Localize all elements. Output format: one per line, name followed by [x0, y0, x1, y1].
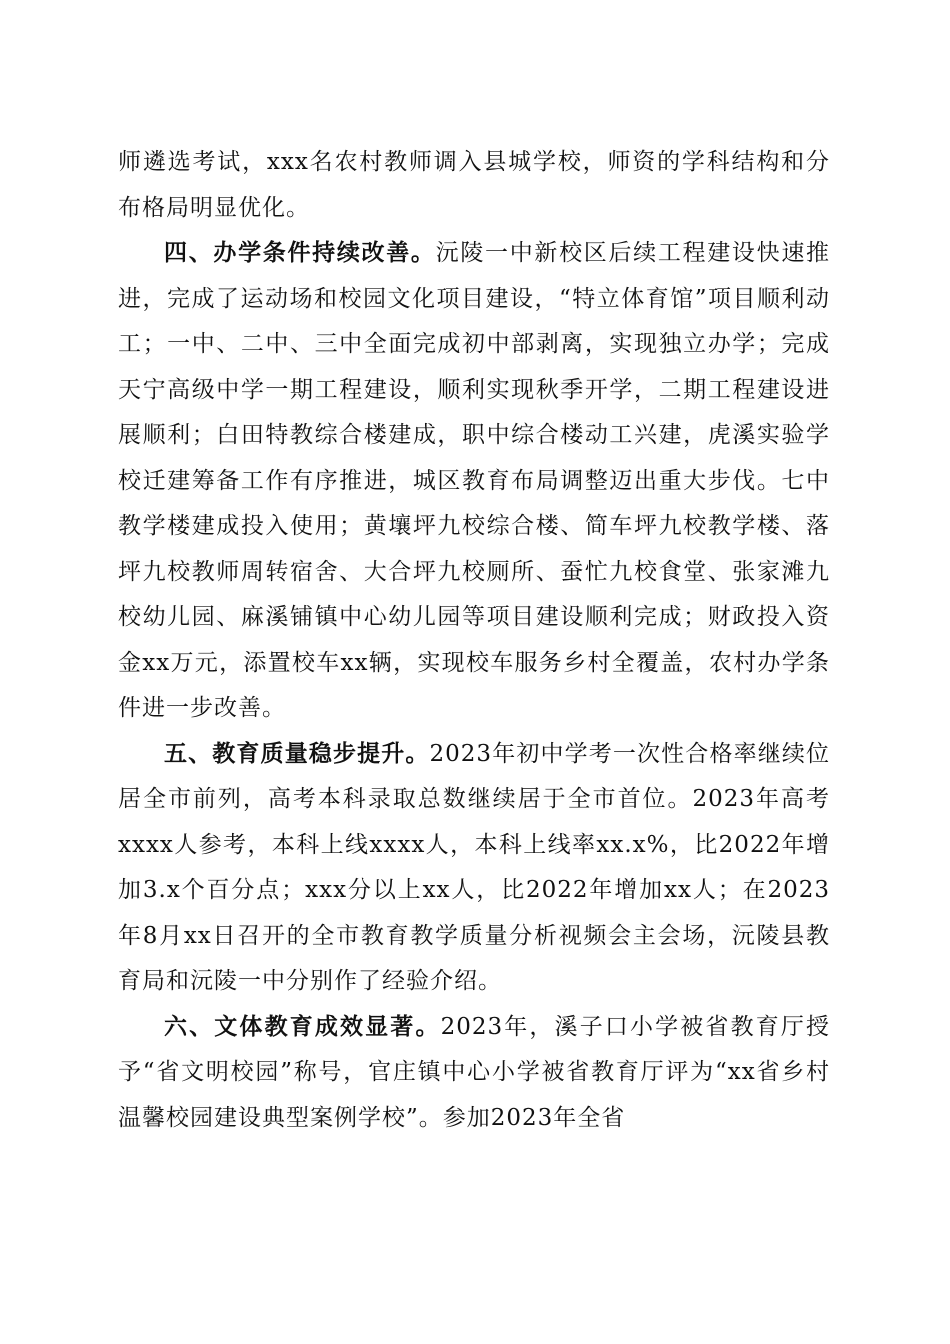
- document-body: [118, 140, 830, 1141]
- paragraph-text: 沅陵一中新校区后续工程建设快速推进，完成了运动场和校园文化项目建设，“特立体育馆”项目顺利动工；一中、二中、三中全面完成初中部剥离，实现独立办学；完成天宁高级中学一期工程建设，顺利实现秋季开学，二期工程建设进展顺利；白田特教综合楼建成，职中综合楼动工兴建，虎溪实验学校迁建筹备工作有序推进，城区教育布局调整迈出重大步伐。七中教学楼建成投入使用；黄壤坪九校综合楼、简车坪九校教学楼、落坪九校教师周转宿舍、大合坪九校厕所、蚕忙九校食堂、张家滩九校幼儿园、麻溪铺镇中心幼儿园等项目建设顺利完成；财政投入资金xx万元，添置校车xx辆，实现校车服务乡村全覆盖，农村办学条件进一步改善。: [118, 240, 831, 721]
- paragraph-section-4: [118, 231, 830, 732]
- paragraph-continuation: [118, 140, 830, 231]
- paragraph-text: 师遴选考试，xxx名农村教师调入县城学校，师资的学科结构和分布格局明显优化。: [118, 149, 830, 221]
- paragraph-text: 2023年初中学考一次性合格率继续位居全市前列，高考本科录取总数继续居于全市首位。2023年高考xxxx人参考，本科上线xxxx人，本科上线率xx.x%，比2022年增加3.x个百分点；xxx分以上xx人，比2022年增加xx人；在2023年8月xx日召开的全市教育教学质量分析视频会主会场，沅陵县教育局和沅陵一中分别作了经验介绍。: [118, 740, 830, 994]
- paragraph-section-5: [118, 732, 830, 1005]
- paragraph-section-6: [118, 1005, 830, 1142]
- paragraph-text: 2023年，溪子口小学被省教育厅授予“省文明校园”称号，官庄镇中心小学被省教育厅评为“xx省乡村温馨校园建设典型案例学校”。参加2023年全省: [118, 1013, 830, 1131]
- section-heading: 六、文体教育成效显著。: [164, 1013, 441, 1040]
- section-heading: 四、办学条件持续改善。: [164, 240, 436, 266]
- section-heading: 五、教育质量稳步提升。: [164, 740, 430, 767]
